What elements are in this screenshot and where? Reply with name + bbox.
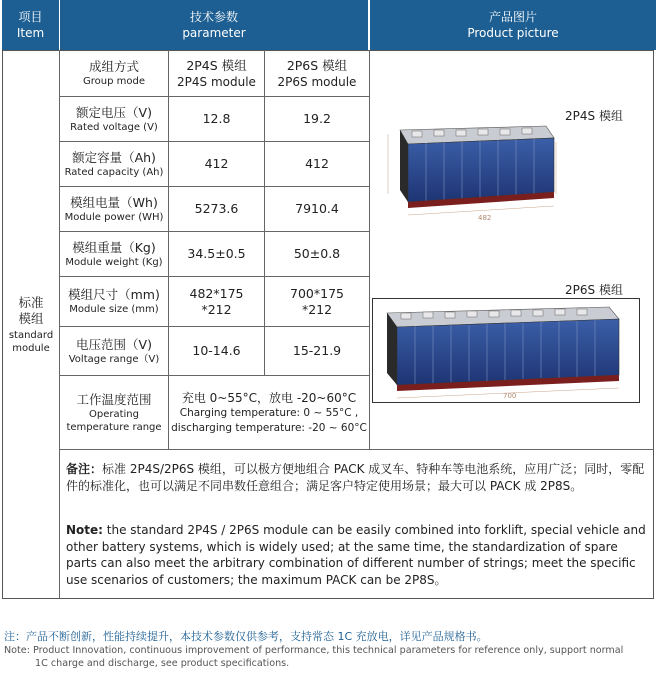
value-voltage-range-2p6s: 15-21.9 bbox=[292, 343, 342, 358]
note-zh-body: 标准 2P4S/2P6S 模组，可以极方便地组合 PACK 成叉车、特种车等电池系统，应用广泛；同时，零配件的标准化，也可以满足不同串数任意组合；满足客户特定使用场景；最大可以 PACK 成 2P8S。 bbox=[66, 462, 645, 493]
value-2p4s-group bbox=[169, 51, 264, 96]
label-module-size bbox=[60, 277, 168, 326]
footer-en-2: 1C charge and discharge, see product specifications. bbox=[35, 658, 290, 669]
value-zh: 2P4S 模组 bbox=[186, 57, 247, 73]
label-zh: 成组方式 bbox=[88, 59, 139, 74]
value-voltage-range-2p4s: 10-14.6 bbox=[192, 343, 241, 358]
dimension-label: 700 bbox=[503, 392, 517, 400]
module-2p6s-image bbox=[373, 299, 639, 402]
value-en: 2P4S module bbox=[177, 74, 256, 89]
header-parameter bbox=[60, 0, 368, 50]
value-module-weight-2p4s: 34.5±0.5 bbox=[187, 246, 246, 261]
temp-line-zh: 充电 0~55°C，放电 -20~60°C bbox=[181, 390, 357, 405]
value-rated-voltage-2p4s: 12.8 bbox=[202, 111, 231, 126]
item-en-2: module bbox=[12, 342, 50, 354]
header-pic-en: Product picture bbox=[467, 26, 559, 40]
grid-line bbox=[60, 449, 654, 450]
value-rated-capacity-2p6s: 412 bbox=[305, 156, 329, 171]
label-zh: 模组重量（Kg) bbox=[72, 239, 156, 255]
note-zh bbox=[66, 461, 646, 494]
footer-note bbox=[4, 629, 652, 670]
label-group-mode bbox=[60, 51, 168, 96]
temp-line-en: Charging temperature: 0 ~ 55°C , bbox=[179, 406, 359, 419]
label-en: Voltage range（V) bbox=[68, 353, 160, 365]
label-rated-capacity bbox=[60, 142, 168, 186]
header-item bbox=[2, 0, 59, 50]
label-zh: 额定电压（V) bbox=[76, 104, 152, 120]
value-rated-capacity-2p4s: 412 bbox=[204, 156, 229, 171]
label-zh: 工作温度范围 bbox=[76, 391, 152, 407]
item-standard-module bbox=[2, 50, 60, 599]
label-operating-temperature bbox=[60, 376, 168, 449]
value-line: *212 bbox=[301, 301, 333, 317]
label-module-power bbox=[60, 187, 168, 231]
label-en: Rated capacity (Ah) bbox=[64, 166, 164, 178]
value-line: *212 bbox=[201, 301, 232, 317]
footer-zh: 注：产品不断创新，性能持续提升，本技术参数仅供参考，支持常态 1C 充放电，详见产品规格书。 bbox=[4, 630, 488, 643]
value-2p6s-group bbox=[265, 51, 369, 96]
header-param-en: parameter bbox=[182, 26, 246, 40]
header-pic-zh: 产品图片 bbox=[488, 10, 537, 24]
item-zh-2: 模组 bbox=[18, 310, 44, 326]
label-zh: 模组尺寸（mm) bbox=[68, 287, 160, 302]
label-en: temperature range bbox=[66, 421, 162, 433]
dimension-label: 482 bbox=[478, 214, 492, 222]
label-rated-voltage bbox=[60, 97, 168, 141]
label-en: Group mode bbox=[83, 76, 145, 87]
note-en bbox=[66, 522, 646, 588]
label-voltage-range bbox=[60, 327, 168, 375]
value-module-power-2p6s: 7910.4 bbox=[295, 201, 339, 216]
label-en: Operating bbox=[89, 408, 139, 420]
header-param-zh: 技术参数 bbox=[189, 10, 238, 24]
header-item-zh: 项目 bbox=[18, 10, 43, 24]
value-line: 700*175 bbox=[290, 285, 344, 301]
grid-line bbox=[369, 50, 370, 449]
note-en-body: the standard 2P4S / 2P6S module can be easily combined into forklift, special vehicle and other battery systems, which is widely used; at the same time, the standardization of spare parts can also meet the arbitrary combination of different number of strings; meet the specific use scenarios of customers; the maximum PACK can be 2P8S。 bbox=[66, 523, 646, 587]
footer-en-1: Note: Product Innovation, continuous improvement of performance, this technical parameters for reference only, support normal bbox=[4, 645, 624, 656]
temp-line-en: discharging temperature: -20 ~ 60°C bbox=[171, 421, 367, 434]
value-module-size-2p6s bbox=[265, 277, 369, 326]
picture-label-2p6s: 2P6S 模组 bbox=[565, 283, 623, 297]
note-en-head: Note: bbox=[66, 523, 103, 537]
label-en: Module size (mm) bbox=[69, 304, 159, 315]
value-module-weight-2p6s: 50±0.8 bbox=[293, 246, 341, 261]
value-module-size-2p4s bbox=[169, 277, 264, 326]
module-2p4s-image bbox=[378, 120, 560, 228]
value-en: 2P6S module bbox=[277, 74, 357, 89]
value-operating-temperature bbox=[169, 376, 369, 449]
value-module-power-2p4s: 5273.6 bbox=[194, 201, 239, 216]
header-item-en: Item bbox=[16, 26, 45, 40]
label-en: Module power (WH) bbox=[64, 211, 164, 223]
label-module-weight bbox=[60, 232, 168, 276]
value-rated-voltage-2p6s: 19.2 bbox=[303, 111, 331, 126]
label-zh: 电压范围（V) bbox=[76, 336, 152, 352]
label-en: Module weight (Kg) bbox=[65, 256, 163, 268]
item-zh-1: 标准 bbox=[18, 294, 44, 310]
label-zh: 模组电量（Wh) bbox=[70, 194, 158, 210]
item-en-1: standard bbox=[8, 329, 54, 341]
header-picture bbox=[370, 0, 656, 50]
value-zh: 2P6S 模组 bbox=[286, 57, 348, 73]
label-zh: 额定容量（Ah) bbox=[72, 149, 156, 165]
picture-label-2p4s: 2P4S 模组 bbox=[565, 109, 623, 123]
note-zh-head: 备注： bbox=[66, 462, 103, 476]
label-en: Rated voltage (V) bbox=[70, 121, 158, 133]
module-2p6s-frame bbox=[372, 298, 640, 403]
value-line: 482*175 bbox=[189, 285, 244, 301]
